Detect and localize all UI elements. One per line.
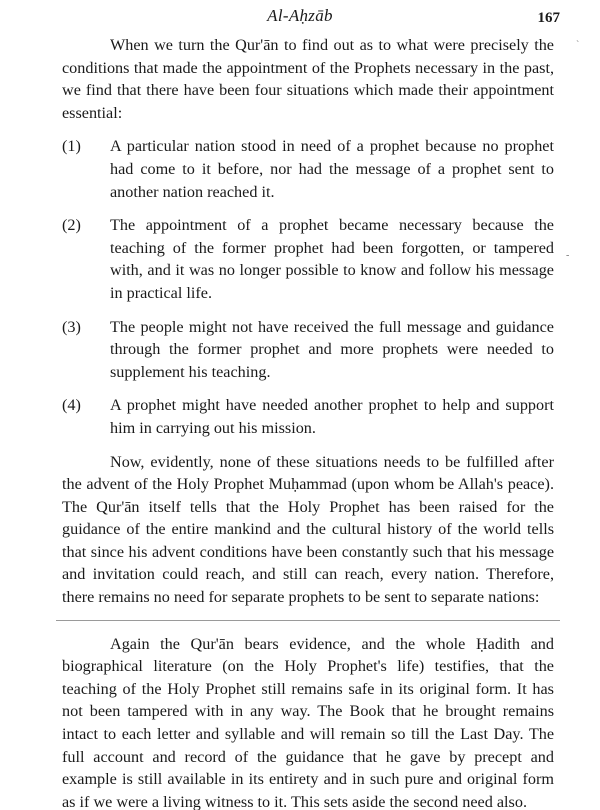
body-text [62, 34, 554, 810]
list-item-text: A prophet might have needed another prophet to help and support him in carrying out his mission. [110, 396, 554, 437]
paragraph-evidently: Now, evidently, none of these situations needs to be fulfilled after the advent of the Holy Prophet Muḥammad (upon whom be Allah's peace). The Qur'ān itself tells that the Holy Prophet has been raised for the guidance of the entire mankind and the cultural history of the world tells that since his advent conditions have been constantly such that his message and invitation could reach, and still can reach, every nation. Therefore, there remains no need for separate prophets to be sent to separate nations: [62, 452, 554, 607]
divider [56, 620, 560, 621]
page-number: 167 [537, 10, 560, 26]
list-item-number: (3) [62, 317, 81, 336]
list-item [62, 394, 554, 439]
list-item [62, 214, 554, 304]
intro-paragraph: When we turn the Qur'ān to find out as to what were precisely the conditions that made the appointment of the Prophets necessary in the past, we find that there have been four situations which made their appointment essential: [62, 36, 554, 122]
list-item [62, 316, 554, 384]
list-item [62, 135, 554, 203]
running-title: Al-Aḥzāb [267, 6, 333, 25]
list-item-text: The people might not have received the full message and guidance through the former prophet and more prophets were needed to supplement his teaching. [110, 317, 554, 381]
scan-mark: - [566, 250, 570, 261]
running-head [0, 6, 600, 30]
list-item-number: (1) [62, 137, 81, 156]
paragraph-again: Again the Qur'ān bears evidence, and the whole Ḥadith and biographical literature (on the Holy Prophet's life) testifies, that the teaching of the Holy Prophet still remains safe in its original form. It has not been tampered with in any way. The Book that he brought remains intact to each letter and syllable and will remain so till the Last Day. The full account and record of the guidance that he gave by precept and example is still available in its entirety and in such pure and original form as if we were a living witness to it. This sets aside the second need also. [62, 634, 554, 810]
list-item-text: A particular nation stood in need of a prophet because no prophet had come to it before, nor had the message of a prophet sent to another nation reached it. [110, 137, 554, 201]
list-item-text: The appointment of a prophet became necessary because the teaching of the former prophet had been forgotten, or tampered with, and it was no longer possible to know and follow his message in practical life. [110, 216, 554, 302]
scan-mark: ` [576, 40, 580, 51]
list-item-number: (2) [62, 216, 81, 235]
list-item-number: (4) [62, 396, 81, 415]
